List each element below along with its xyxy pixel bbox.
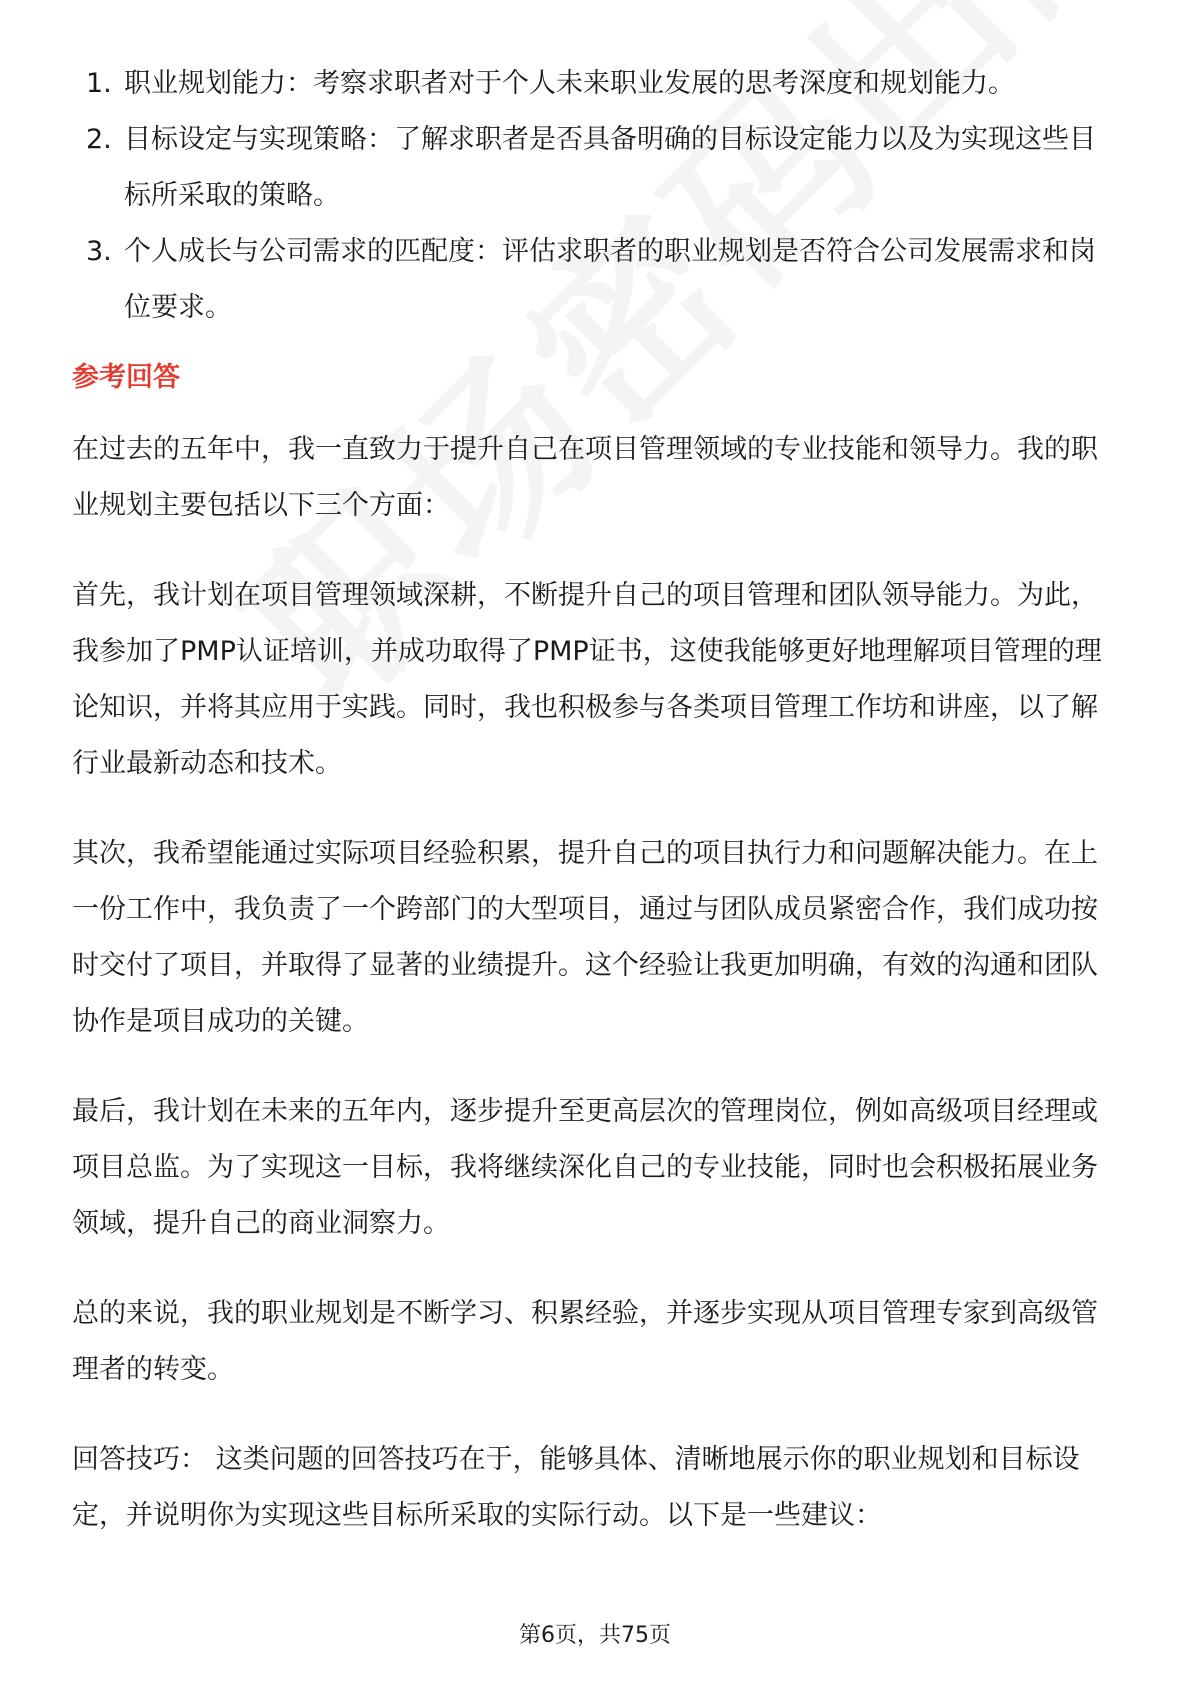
section-heading: 参考回答 — [72, 362, 180, 393]
page-content — [72, 56, 1122, 1578]
evaluation-points-list — [72, 56, 1122, 336]
list-item-number: 1. — [86, 68, 112, 99]
list-item-text: 个人成长与公司需求的匹配度：评估求职者的职业规划是否符合公司发展需求和岗位要求。 — [124, 236, 1096, 323]
paragraph: 其次，我希望能通过实际项目经验积累，提升自己的项目执行力和问题解决能力。在上一份工作中，我负责了一个跨部门的大型项目，通过与团队成员紧密合作，我们成功按时交付了项目，并取得了显著的业绩提升。这个经验让我更加明确，有效的沟通和团队协作是项目成功的关键。 — [72, 838, 1098, 1037]
list-item — [72, 56, 1122, 112]
list-item — [72, 112, 1122, 224]
list-item-number: 3. — [86, 236, 112, 267]
paragraph: 回答技巧： 这类问题的回答技巧在于，能够具体、清晰地展示你的职业规划和目标设定，并说明你为实现这些目标所采取的实际行动。以下是一些建议： — [72, 1444, 1080, 1531]
paragraph: 在过去的五年中，我一直致力于提升自己在项目管理领域的专业技能和领导力。我的职业规划主要包括以下三个方面： — [72, 434, 1098, 521]
list-item — [72, 224, 1122, 336]
list-item-text: 职业规划能力：考察求职者对于个人未来职业发展的思考深度和规划能力。 — [124, 68, 1015, 99]
paragraph: 最后，我计划在未来的五年内，逐步提升至更高层次的管理岗位，例如高级项目经理或项目总监。为了实现这一目标，我将继续深化自己的专业技能，同时也会积极拓展业务领域，提升自己的商业洞察力。 — [72, 1096, 1098, 1239]
list-item-number: 2. — [86, 124, 112, 155]
paragraph: 总的来说，我的职业规划是不断学习、积累经验，并逐步实现从项目管理专家到高级管理者的转变。 — [72, 1298, 1098, 1385]
list-item-text: 目标设定与实现策略：了解求职者是否具备明确的目标设定能力以及为实现这些目标所采取的策略。 — [124, 124, 1096, 211]
page-number-footer: 第6页，共75页 — [519, 1623, 671, 1648]
paragraph: 首先，我计划在项目管理领域深耕，不断提升自己的项目管理和团队领导能力。为此，我参加了PMP认证培训，并成功取得了PMP证书，这使我能够更好地理解项目管理的理论知识，并将其应用于实践。同时，我也积极参与各类项目管理工作坊和讲座，以了解行业最新动态和技术。 — [72, 580, 1102, 779]
